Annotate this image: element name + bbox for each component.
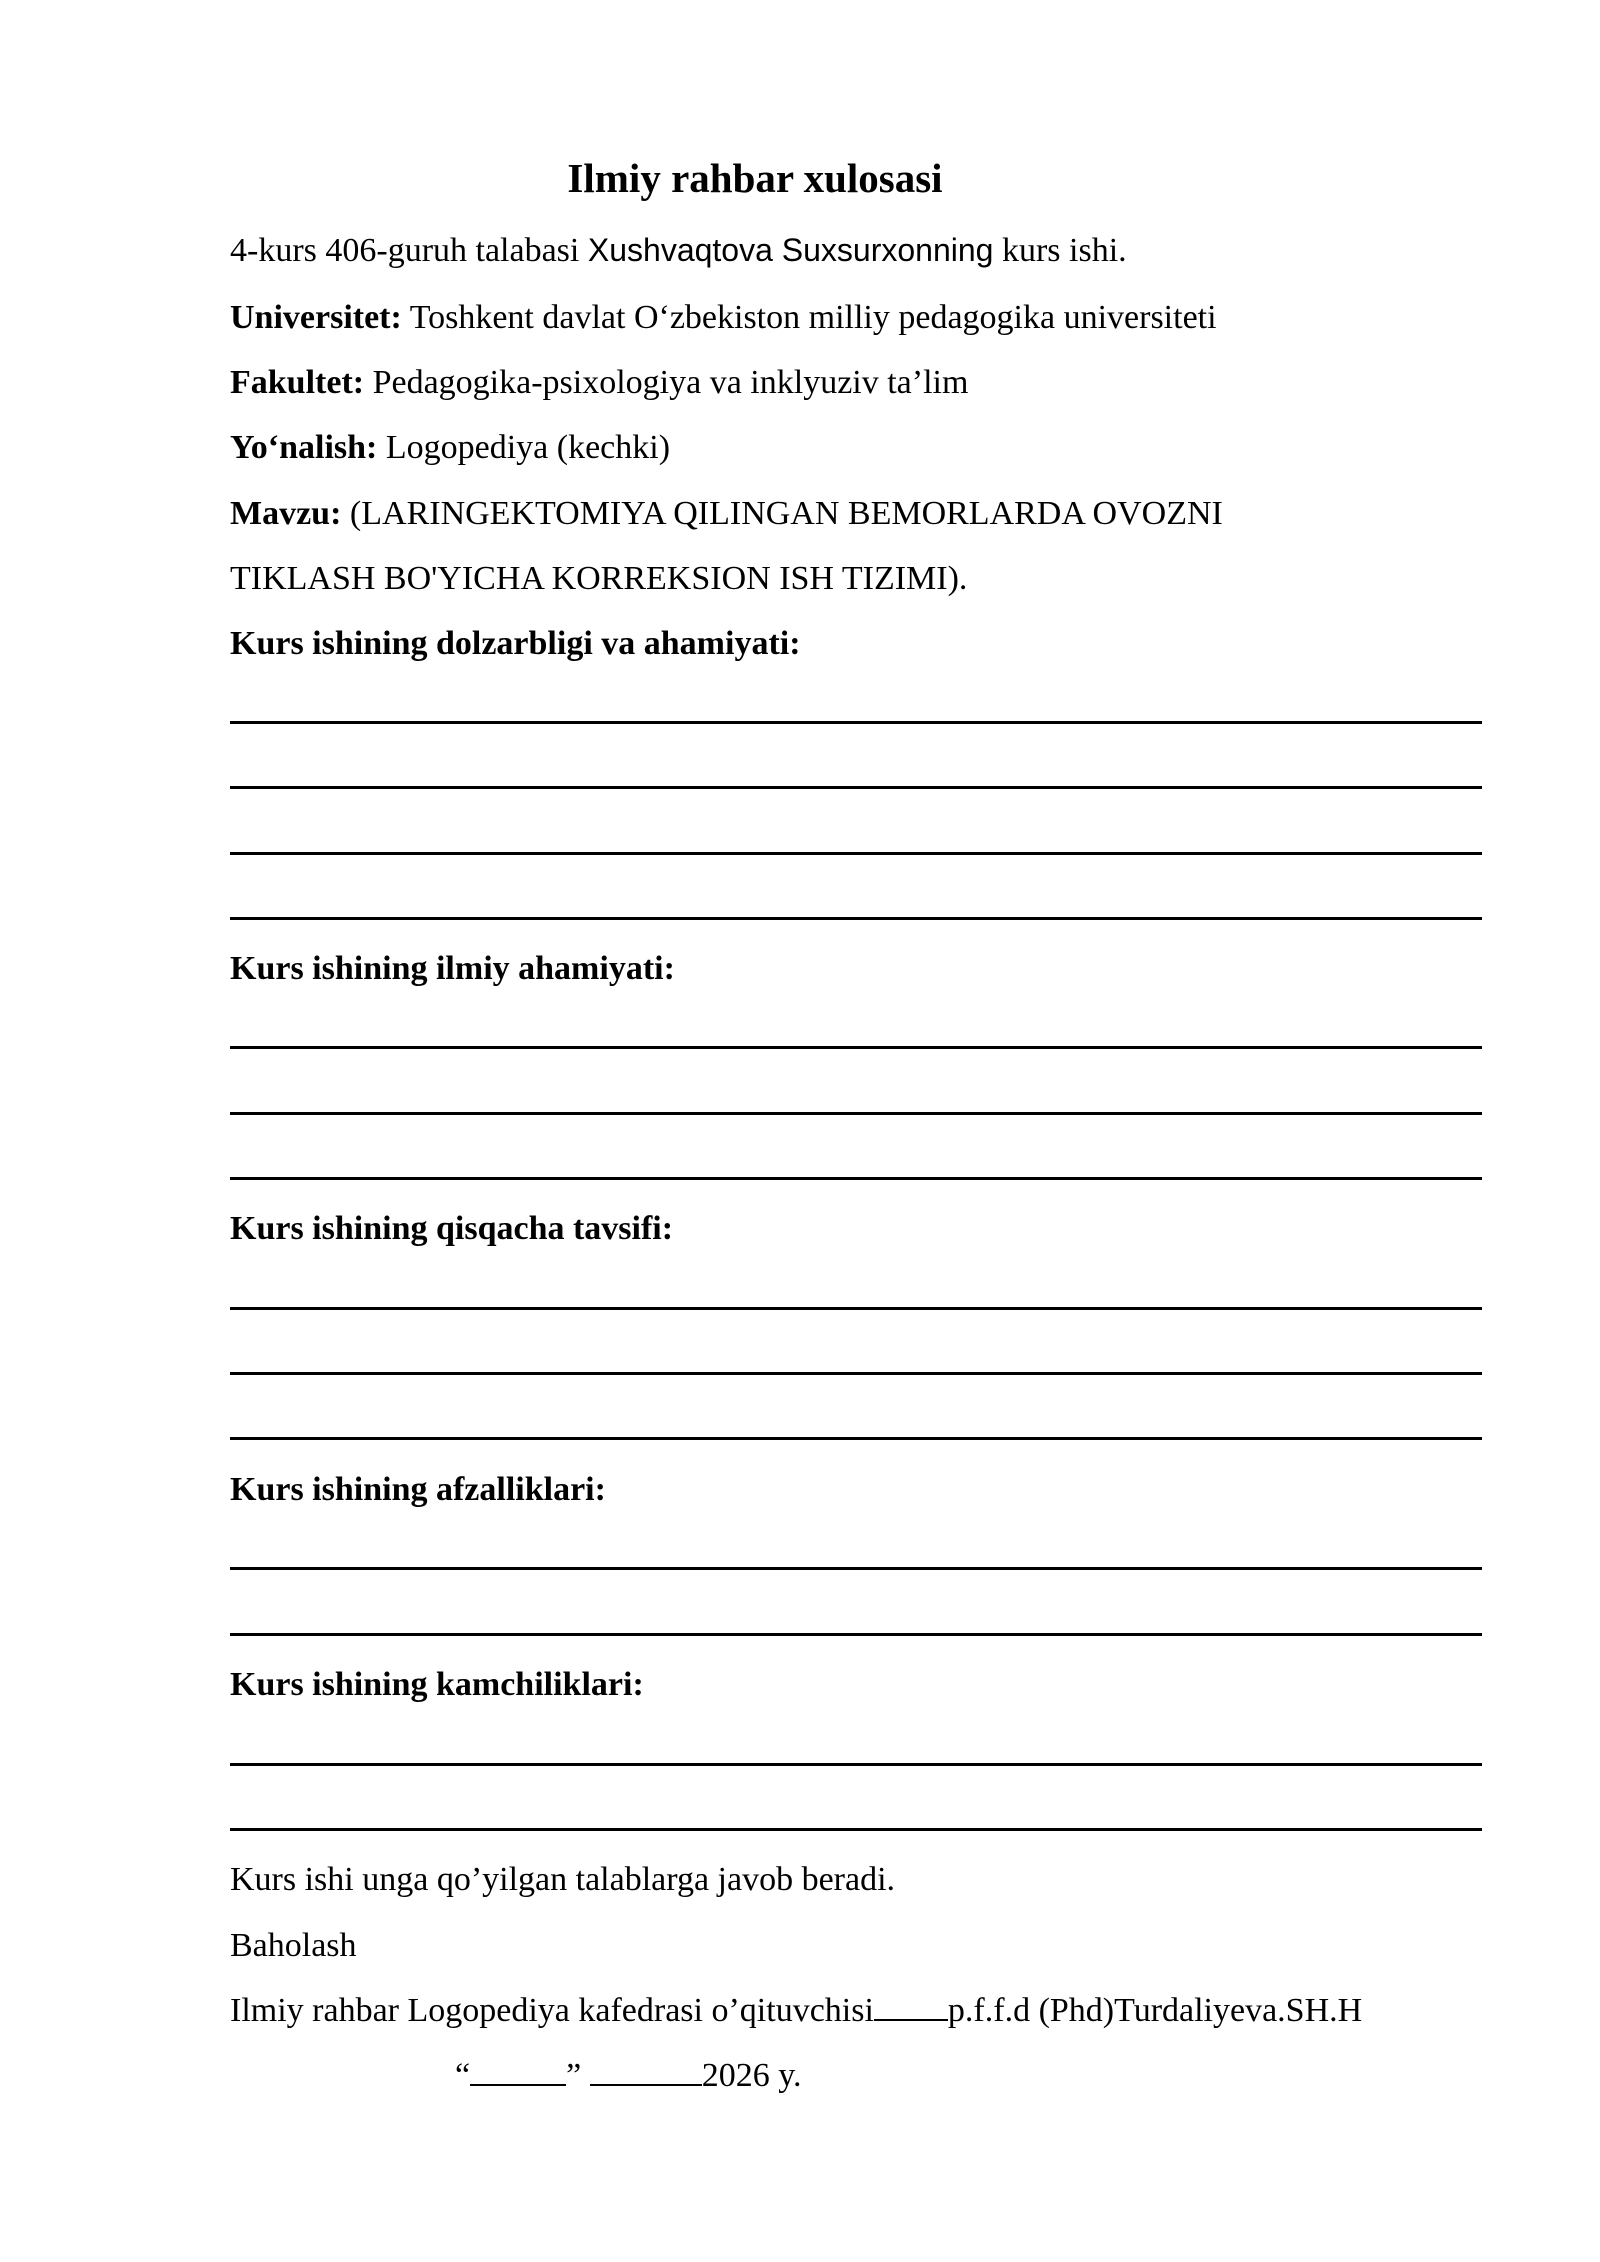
answer-line[interactable] — [230, 1828, 1482, 1831]
grading-label: Baholash — [230, 1927, 357, 1964]
date-open-quote: “ — [455, 2057, 471, 2094]
answer-line[interactable] — [230, 786, 1482, 789]
faculty-label: Fakultet: — [230, 364, 365, 401]
answer-line[interactable] — [230, 721, 1482, 724]
answer-line[interactable] — [230, 917, 1482, 920]
faculty-value: Pedagogika-psixologiya va inklyuziv ta’lim — [364, 364, 969, 401]
supervisor-line — [230, 1989, 1362, 2033]
answer-line[interactable] — [230, 1112, 1482, 1115]
direction-line — [230, 426, 670, 470]
section-shortcomings-heading: Kurs ishining kamchiliklari: — [230, 1666, 644, 1703]
university-label: Universitet: — [230, 299, 402, 336]
answer-line[interactable] — [230, 1437, 1482, 1440]
date-year: 2026 y. — [701, 2057, 802, 2094]
date-line — [455, 2054, 801, 2098]
direction-value: Logopediya (kechki) — [377, 429, 671, 466]
direction-label: Yo‘nalish: — [230, 429, 378, 466]
topic-line-1 — [230, 492, 1223, 536]
section-scientific-heading: Kurs ishining ilmiy ahamiyati: — [230, 950, 675, 987]
document-title: Ilmiy rahbar xulosasi — [567, 155, 943, 201]
topic-value-1: (LARINGEKTOMIYA QILINGAN BEMORLARDA OVOZNI — [341, 495, 1223, 532]
section-relevance-heading: Kurs ishining dolzarbligi va ahamiyati: — [230, 625, 801, 662]
date-close-quote: ” — [566, 2057, 582, 2094]
university-line — [230, 296, 1217, 340]
answer-line[interactable] — [230, 1633, 1482, 1636]
answer-line[interactable] — [230, 1372, 1482, 1375]
intro-line — [230, 228, 1127, 273]
faculty-line — [230, 361, 968, 405]
answer-line[interactable] — [230, 1567, 1482, 1570]
supervisor-title-name: p.f.f.d (Phd)Turdaliyeva.SH.H — [947, 1992, 1363, 2029]
answer-line[interactable] — [230, 1177, 1482, 1180]
answer-line[interactable] — [230, 852, 1482, 855]
section-advantages-heading: Kurs ishining afzalliklari: — [230, 1471, 606, 1508]
supervisor-text: Ilmiy rahbar Logopediya kafedrasi o’qituvchisi — [230, 1992, 874, 2029]
topic-line-2 — [230, 557, 967, 601]
student-name: Xushvaqtova Suxsurxonning — [587, 232, 994, 268]
answer-line[interactable] — [230, 1046, 1482, 1049]
answer-line[interactable] — [230, 1307, 1482, 1310]
topic-label: Mavzu: — [230, 495, 342, 532]
intro-prefix: 4-kurs 406-guruh talabasi — [230, 232, 588, 269]
day-blank[interactable] — [470, 2054, 566, 2086]
answer-line[interactable] — [230, 1763, 1482, 1766]
intro-suffix: kurs ishi. — [993, 232, 1127, 269]
conclusion-text: Kurs ishi unga qo’yilgan talablarga javob beradi. — [230, 1861, 896, 1898]
month-blank[interactable] — [590, 2054, 702, 2086]
university-value: Toshkent davlat O‘zbekiston milliy pedagogika universiteti — [401, 299, 1217, 336]
signature-blank[interactable] — [874, 1989, 948, 2021]
section-summary-heading: Kurs ishining qisqacha tavsifi: — [230, 1210, 674, 1247]
topic-value-2: TIKLASH BO'YICHA KORREKSION ISH TIZIMI). — [230, 560, 968, 597]
